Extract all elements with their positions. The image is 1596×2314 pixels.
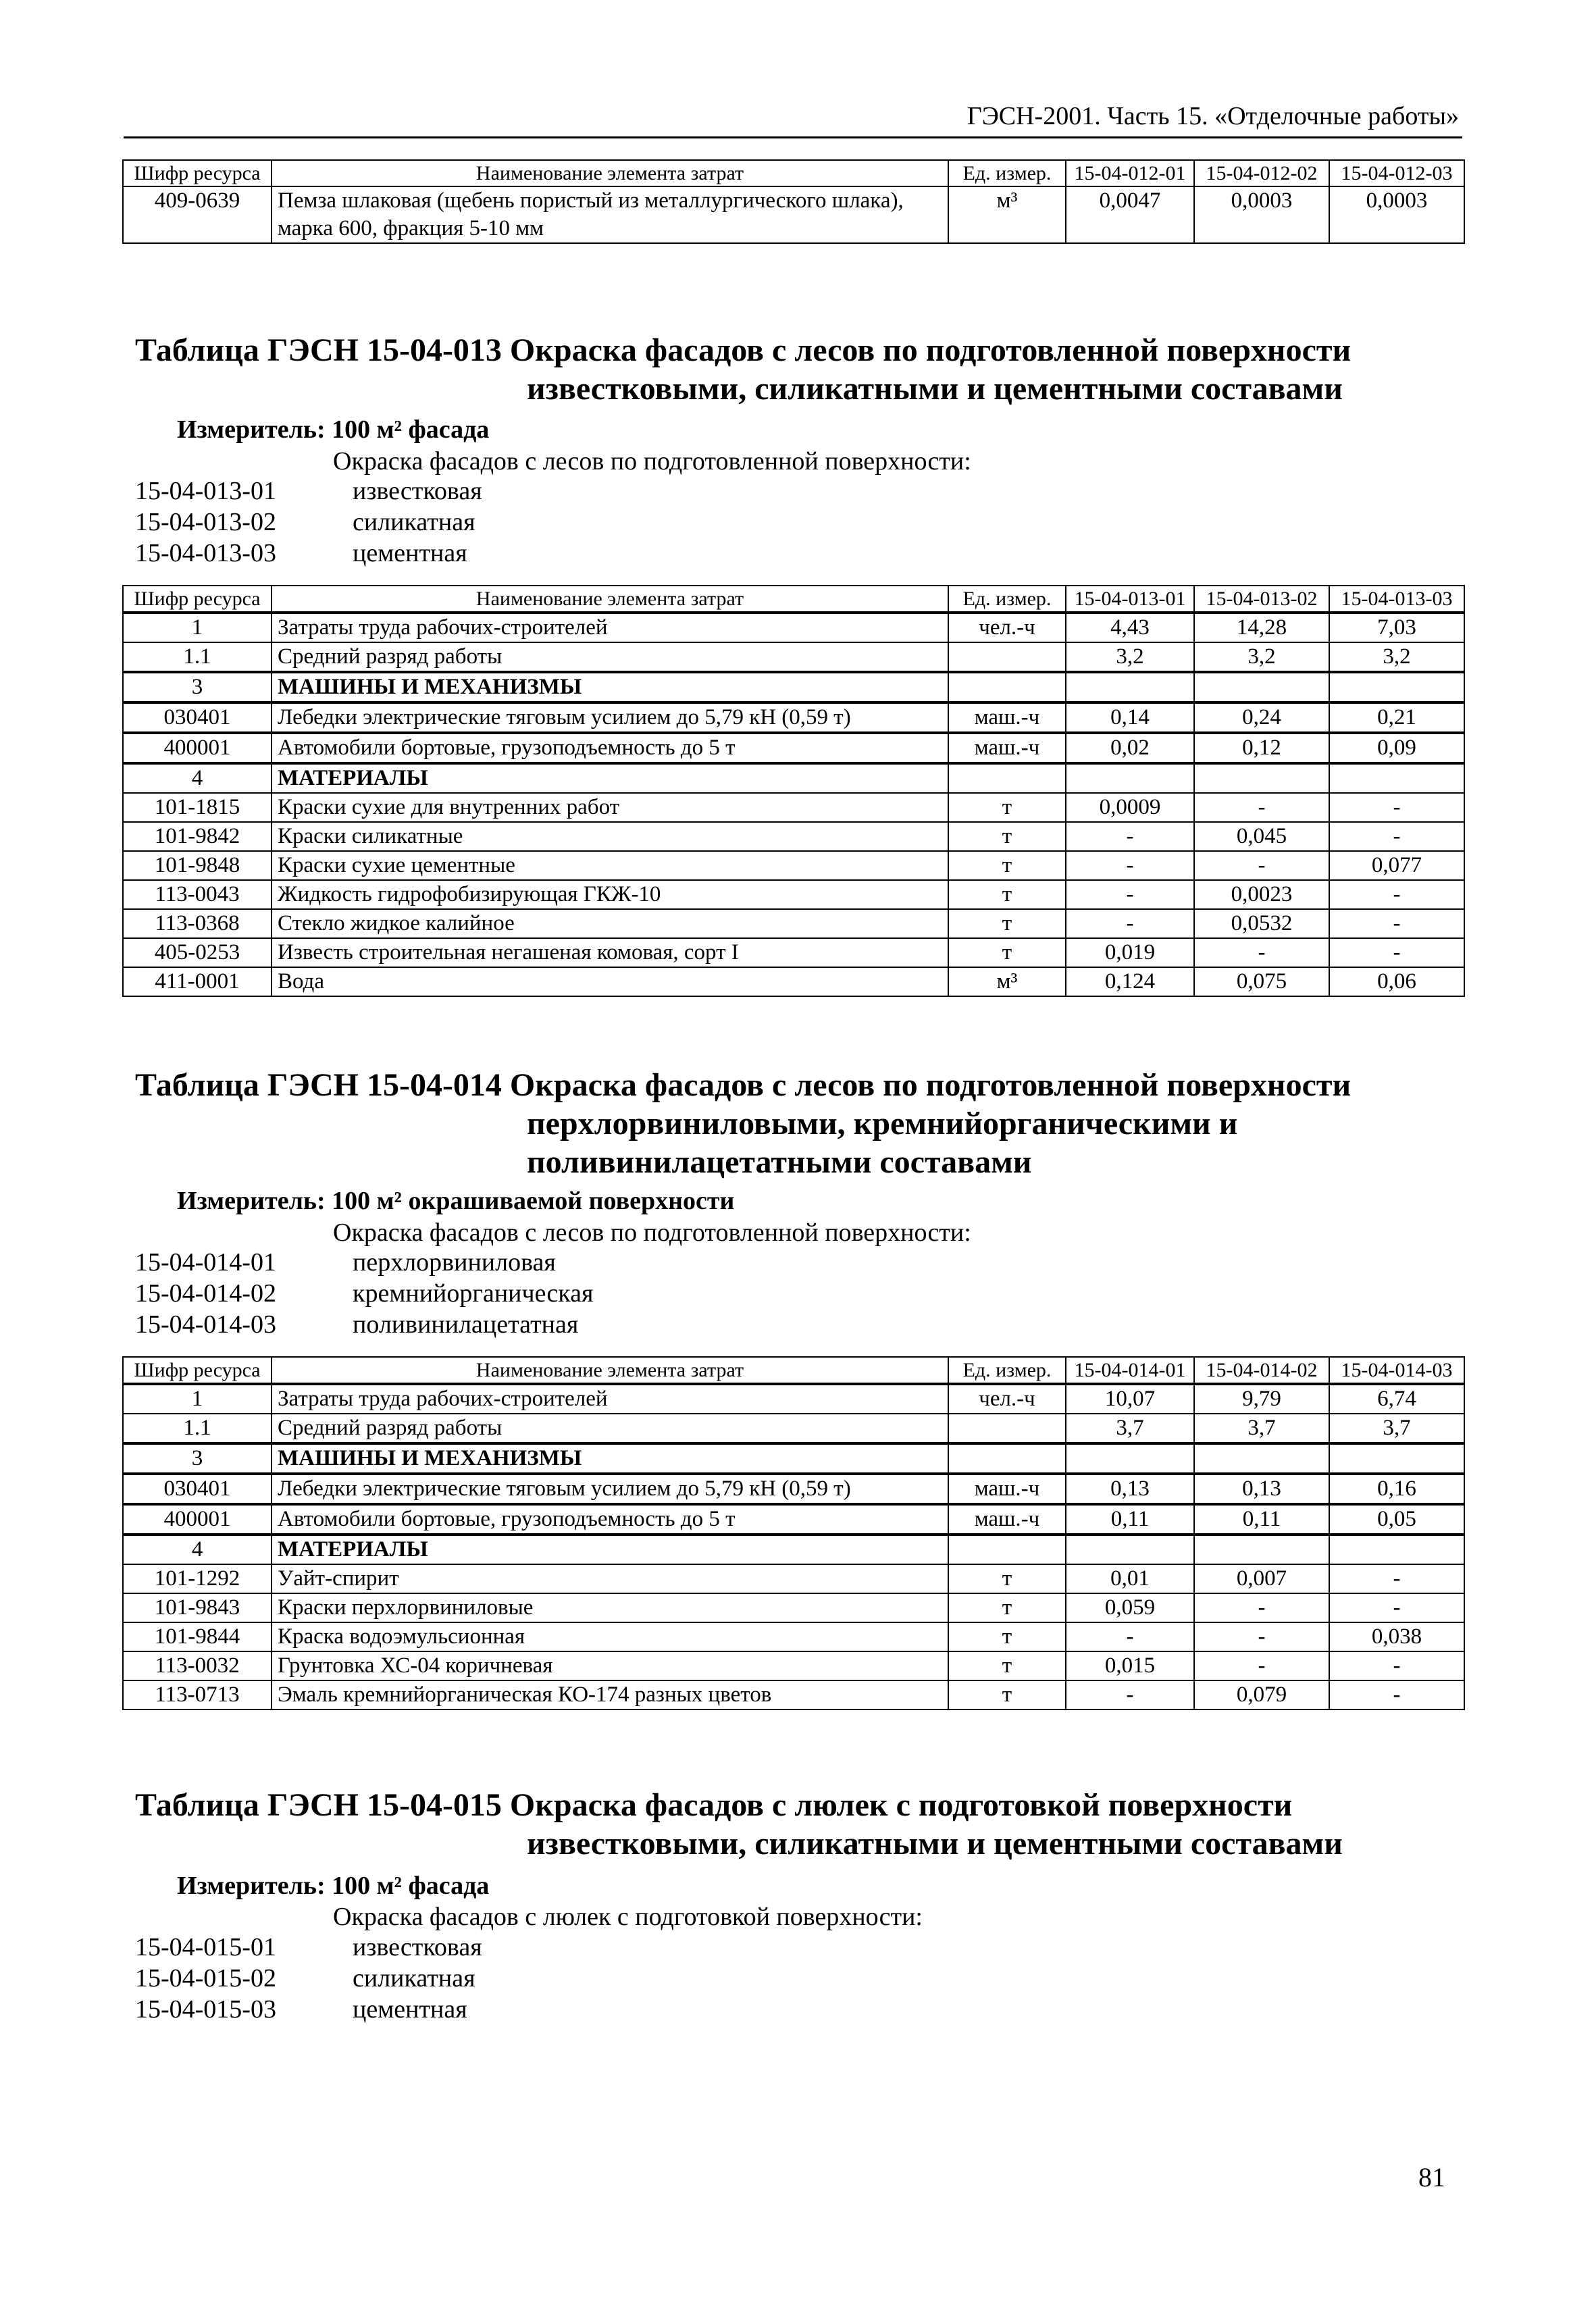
cell-value: 0,059 — [1066, 1593, 1194, 1622]
cell-value — [1066, 1443, 1194, 1474]
cell-value — [1194, 1535, 1329, 1564]
measure-unit: Измеритель: 100 м² фасада — [177, 415, 490, 444]
cell-value: 0,075 — [1194, 967, 1329, 996]
variants-list — [135, 475, 482, 569]
cell-code: 113-0032 — [123, 1651, 272, 1680]
cell-code: 030401 — [123, 1474, 272, 1504]
cell-value: - — [1194, 1622, 1329, 1651]
running-header: ГЭСН-2001. Часть 15. «Отделочные работы» — [967, 102, 1459, 130]
cell-value: 3,2 — [1194, 642, 1329, 672]
cell-value: 0,21 — [1329, 702, 1464, 733]
cost-table-012 — [122, 159, 1465, 244]
col-header-unit: Ед. измер. — [948, 586, 1066, 613]
section-title-line: поливинилацетатными составами — [527, 1144, 1032, 1180]
cell-unit: т — [948, 1622, 1066, 1651]
table-row — [123, 1504, 1464, 1535]
cell-unit: т — [948, 793, 1066, 822]
cell-value — [1066, 1535, 1194, 1564]
variant-code: 15-04-015-01 — [135, 1933, 276, 1961]
cell-value: 3,7 — [1329, 1414, 1464, 1443]
col-header-variant: 15-04-014-03 — [1329, 1357, 1464, 1384]
cell-value: 10,07 — [1066, 1384, 1194, 1414]
cell-value: 0,124 — [1066, 967, 1194, 996]
cell-value — [1329, 672, 1464, 702]
cell-value — [1066, 763, 1194, 793]
cell-value: 0,01 — [1066, 1564, 1194, 1593]
cell-code: 101-1815 — [123, 793, 272, 822]
cell-unit: маш.-ч — [948, 733, 1066, 763]
cell-unit: т — [948, 851, 1066, 880]
measure-unit: Измеритель: 100 м² окрашиваемой поверхности — [177, 1187, 735, 1215]
col-header-code: Шифр ресурса — [123, 1357, 272, 1384]
section-title-line: известковыми, силикатными и цементными составами — [527, 1826, 1343, 1861]
table-row — [123, 763, 1464, 793]
cell-name: Жидкость гидрофобизирующая ГКЖ-10 — [272, 880, 948, 909]
cell-value: - — [1329, 909, 1464, 938]
cell-value: 0,0003 — [1329, 186, 1464, 243]
cell-code: 409-0639 — [123, 186, 272, 243]
cell-name: Автомобили бортовые, грузоподъемность до 5 т — [272, 1504, 948, 1535]
cell-unit: т — [948, 1593, 1066, 1622]
cell-name: Стекло жидкое калийное — [272, 909, 948, 938]
list-item — [135, 1278, 594, 1309]
cell-value: 0,02 — [1066, 733, 1194, 763]
table-row — [123, 1651, 1464, 1680]
cell-value: - — [1329, 1593, 1464, 1622]
section-title-013 — [135, 331, 1459, 408]
table-row — [123, 672, 1464, 702]
variant-name: кремнийорганическая — [353, 1279, 594, 1308]
cell-value: - — [1066, 909, 1194, 938]
cell-value — [1066, 672, 1194, 702]
cell-name: МАТЕРИАЛЫ — [272, 763, 948, 793]
cell-value: 0,12 — [1194, 733, 1329, 763]
col-header-code: Шифр ресурса — [123, 586, 272, 613]
cell-value — [1329, 1443, 1464, 1474]
variant-name: цементная — [353, 1995, 467, 2024]
variant-name: перхлорвиниловая — [353, 1248, 556, 1277]
variant-code: 15-04-013-01 — [135, 477, 276, 505]
cell-name: МАШИНЫ И МЕХАНИЗМЫ — [272, 1443, 948, 1474]
list-item — [135, 538, 482, 569]
cell-value: 7,03 — [1329, 613, 1464, 642]
table-row — [123, 851, 1464, 880]
cell-value: - — [1066, 851, 1194, 880]
list-item — [135, 1309, 594, 1340]
variant-code: 15-04-015-02 — [135, 1964, 276, 1992]
variants-intro: Окраска фасадов с лесов по подготовленной поверхности: — [333, 447, 971, 475]
col-header-name: Наименование элемента затрат — [272, 1357, 948, 1384]
cell-unit: т — [948, 1680, 1066, 1709]
cell-value: - — [1329, 1651, 1464, 1680]
variant-name: силикатная — [353, 508, 475, 536]
col-header-variant: 15-04-012-03 — [1329, 160, 1464, 186]
cell-value — [1329, 763, 1464, 793]
cell-name: Автомобили бортовые, грузоподъемность до 5 т — [272, 733, 948, 763]
cell-code: 1 — [123, 1384, 272, 1414]
cell-code: 400001 — [123, 1504, 272, 1535]
col-header-name: Наименование элемента затрат — [272, 586, 948, 613]
table-row — [123, 1535, 1464, 1564]
cell-code: 3 — [123, 1443, 272, 1474]
table-row — [123, 702, 1464, 733]
cell-name: МАШИНЫ И МЕХАНИЗМЫ — [272, 672, 948, 702]
table-row — [123, 1622, 1464, 1651]
cell-unit: маш.-ч — [948, 702, 1066, 733]
variants-intro: Окраска фасадов с лесов по подготовленной поверхности: — [333, 1218, 971, 1247]
cell-value: 0,14 — [1066, 702, 1194, 733]
cell-unit: т — [948, 1564, 1066, 1593]
cell-value: 0,05 — [1329, 1504, 1464, 1535]
col-header-variant: 15-04-013-01 — [1066, 586, 1194, 613]
cell-name: Краска водоэмульсионная — [272, 1622, 948, 1651]
cell-value: 0,0003 — [1194, 186, 1329, 243]
variant-code: 15-04-014-02 — [135, 1279, 276, 1308]
cost-table-013 — [122, 585, 1465, 997]
variants-list — [135, 1932, 482, 2025]
cell-value: - — [1066, 880, 1194, 909]
list-item — [135, 507, 482, 538]
cell-unit — [948, 763, 1066, 793]
cell-value: 9,79 — [1194, 1384, 1329, 1414]
cell-value: 0,0047 — [1066, 186, 1194, 243]
cell-value: 0,13 — [1194, 1474, 1329, 1504]
cell-code: 400001 — [123, 733, 272, 763]
cell-value: - — [1194, 793, 1329, 822]
variants-list — [135, 1247, 594, 1340]
cell-unit: т — [948, 880, 1066, 909]
table-row — [123, 1564, 1464, 1593]
cell-value: 3,7 — [1066, 1414, 1194, 1443]
cell-value: 3,2 — [1066, 642, 1194, 672]
variant-code: 15-04-014-03 — [135, 1310, 276, 1339]
cell-unit — [948, 672, 1066, 702]
cell-name: Затраты труда рабочих-строителей — [272, 613, 948, 642]
list-item — [135, 1247, 594, 1278]
cell-code: 101-1292 — [123, 1564, 272, 1593]
cell-unit: т — [948, 938, 1066, 967]
cell-value: 0,0009 — [1066, 793, 1194, 822]
cell-value: - — [1194, 851, 1329, 880]
cell-unit: м³ — [948, 967, 1066, 996]
section-title-line: Таблица ГЭСН 15-04-013 Окраска фасадов с лесов по подготовленной поверхности — [135, 332, 1352, 368]
col-header-name: Наименование элемента затрат — [272, 160, 948, 186]
table-row — [123, 642, 1464, 672]
variant-code: 15-04-015-03 — [135, 1995, 276, 2024]
cell-code: 101-9843 — [123, 1593, 272, 1622]
cell-name: Средний разряд работы — [272, 642, 948, 672]
cell-code: 4 — [123, 763, 272, 793]
cell-name: Краски силикатные — [272, 822, 948, 851]
cell-value: - — [1329, 822, 1464, 851]
cell-value: 0,015 — [1066, 1651, 1194, 1680]
cell-code: 101-9844 — [123, 1622, 272, 1651]
variant-name: известковая — [353, 477, 482, 505]
cell-unit — [948, 1535, 1066, 1564]
table-row — [123, 822, 1464, 851]
cell-value: - — [1066, 822, 1194, 851]
table-row — [123, 1474, 1464, 1504]
cell-value: 0,0023 — [1194, 880, 1329, 909]
cell-name: Краски сухие цементные — [272, 851, 948, 880]
table-row — [123, 1443, 1464, 1474]
cell-value: 14,28 — [1194, 613, 1329, 642]
header-rule — [124, 136, 1462, 138]
cell-code: 405-0253 — [123, 938, 272, 967]
cell-name: Краски сухие для внутренних работ — [272, 793, 948, 822]
cell-value: 0,06 — [1329, 967, 1464, 996]
cell-code: 030401 — [123, 702, 272, 733]
cell-value: - — [1066, 1680, 1194, 1709]
cell-code: 101-9848 — [123, 851, 272, 880]
cell-value: - — [1066, 1622, 1194, 1651]
section-title-line: известковыми, силикатными и цементными составами — [527, 371, 1343, 407]
cell-name: Средний разряд работы — [272, 1414, 948, 1443]
cell-code: 113-0368 — [123, 909, 272, 938]
table-row — [123, 1680, 1464, 1709]
cell-name: Эмаль кремнийорганическая КО-174 разных цветов — [272, 1680, 948, 1709]
cell-code: 3 — [123, 672, 272, 702]
cell-value: 0,038 — [1329, 1622, 1464, 1651]
cell-code: 101-9842 — [123, 822, 272, 851]
variants-intro: Окраска фасадов с люлек с подготовкой поверхности: — [333, 1903, 923, 1931]
cell-unit — [948, 1443, 1066, 1474]
cell-unit: чел.-ч — [948, 1384, 1066, 1414]
cell-code: 1.1 — [123, 1414, 272, 1443]
col-header-variant: 15-04-014-02 — [1194, 1357, 1329, 1384]
cell-value: - — [1329, 938, 1464, 967]
col-header-unit: Ед. измер. — [948, 160, 1066, 186]
cell-value: 0,019 — [1066, 938, 1194, 967]
cell-unit: т — [948, 909, 1066, 938]
cell-value — [1194, 1443, 1329, 1474]
cell-name: Краски перхлорвиниловые — [272, 1593, 948, 1622]
table-row — [123, 1414, 1464, 1443]
cell-value: 0,045 — [1194, 822, 1329, 851]
cell-value: 0,16 — [1329, 1474, 1464, 1504]
variant-name: поливинилацетатная — [353, 1310, 579, 1339]
list-item — [135, 1963, 482, 1994]
cell-code: 1 — [123, 613, 272, 642]
cell-name: Известь строительная негашеная комовая, сорт I — [272, 938, 948, 967]
section-title-015 — [135, 1786, 1459, 1863]
table-row — [123, 793, 1464, 822]
col-header-code: Шифр ресурса — [123, 160, 272, 186]
cell-value: 3,7 — [1194, 1414, 1329, 1443]
cell-unit: т — [948, 822, 1066, 851]
col-header-variant: 15-04-014-01 — [1066, 1357, 1194, 1384]
cell-name: Пемза шлаковая (щебень пористый из металлургического шлака), марка 600, фракция 5-10 мм — [272, 186, 948, 243]
cell-name: Затраты труда рабочих-строителей — [272, 1384, 948, 1414]
cell-code: 113-0713 — [123, 1680, 272, 1709]
table-row — [123, 880, 1464, 909]
cell-value: 0,079 — [1194, 1680, 1329, 1709]
cell-value: 0,11 — [1066, 1504, 1194, 1535]
cell-name: Грунтовка ХС-04 коричневая — [272, 1651, 948, 1680]
section-title-line: Таблица ГЭСН 15-04-015 Окраска фасадов с люлек с подготовкой поверхности — [135, 1787, 1293, 1823]
table-row — [123, 938, 1464, 967]
cell-unit — [948, 642, 1066, 672]
cell-unit: чел.-ч — [948, 613, 1066, 642]
cell-value: - — [1194, 1593, 1329, 1622]
variant-code: 15-04-013-02 — [135, 508, 276, 536]
cell-value: 4,43 — [1066, 613, 1194, 642]
col-header-variant: 15-04-012-01 — [1066, 160, 1194, 186]
table-row — [123, 613, 1464, 642]
variant-name: силикатная — [353, 1964, 475, 1992]
col-header-variant: 15-04-013-02 — [1194, 586, 1329, 613]
section-title-line: Таблица ГЭСН 15-04-014 Окраска фасадов с лесов по подготовленной поверхности — [135, 1067, 1352, 1103]
cell-value: 0,077 — [1329, 851, 1464, 880]
cell-value — [1194, 672, 1329, 702]
list-item — [135, 475, 482, 507]
variant-code: 15-04-014-01 — [135, 1248, 276, 1277]
page-number: 81 — [1418, 2162, 1445, 2192]
cell-name: МАТЕРИАЛЫ — [272, 1535, 948, 1564]
cell-value: - — [1329, 880, 1464, 909]
cell-value: - — [1194, 938, 1329, 967]
cell-value — [1194, 763, 1329, 793]
cell-unit: маш.-ч — [948, 1474, 1066, 1504]
cell-code: 113-0043 — [123, 880, 272, 909]
col-header-variant: 15-04-013-03 — [1329, 586, 1464, 613]
variant-name: цементная — [353, 539, 467, 567]
cell-value: - — [1329, 1564, 1464, 1593]
cell-value: 0,11 — [1194, 1504, 1329, 1535]
table-row — [123, 186, 1464, 243]
cell-code: 411-0001 — [123, 967, 272, 996]
cell-value: 0,24 — [1194, 702, 1329, 733]
cell-unit: т — [948, 1651, 1066, 1680]
cell-value: 6,74 — [1329, 1384, 1464, 1414]
cell-value: - — [1194, 1651, 1329, 1680]
variant-code: 15-04-013-03 — [135, 539, 276, 567]
variant-name: известковая — [353, 1933, 482, 1961]
table-row — [123, 967, 1464, 996]
cell-value — [1329, 1535, 1464, 1564]
table-row — [123, 1384, 1464, 1414]
cell-value: 0,13 — [1066, 1474, 1194, 1504]
cost-table-014 — [122, 1356, 1465, 1710]
col-header-unit: Ед. измер. — [948, 1357, 1066, 1384]
cell-name: Лебедки электрические тяговым усилием до 5,79 кН (0,59 т) — [272, 1474, 948, 1504]
measure-unit: Измеритель: 100 м² фасада — [177, 1872, 490, 1900]
list-item — [135, 1994, 482, 2025]
table-row — [123, 1593, 1464, 1622]
cell-name: Уайт-спирит — [272, 1564, 948, 1593]
cell-value: 0,0532 — [1194, 909, 1329, 938]
list-item — [135, 1932, 482, 1963]
cell-value: 0,007 — [1194, 1564, 1329, 1593]
cell-name: Вода — [272, 967, 948, 996]
table-row — [123, 733, 1464, 763]
section-title-014 — [135, 1066, 1459, 1181]
cell-value: - — [1329, 1680, 1464, 1709]
cell-unit — [948, 1414, 1066, 1443]
col-header-variant: 15-04-012-02 — [1194, 160, 1329, 186]
cell-code: 4 — [123, 1535, 272, 1564]
section-title-line: перхлорвиниловыми, кремнийорганическими и — [527, 1106, 1238, 1141]
table-row — [123, 909, 1464, 938]
cell-value: - — [1329, 793, 1464, 822]
cell-unit: маш.-ч — [948, 1504, 1066, 1535]
cell-value: 3,2 — [1329, 642, 1464, 672]
cell-unit: м³ — [948, 186, 1066, 243]
cell-name: Лебедки электрические тяговым усилием до 5,79 кН (0,59 т) — [272, 702, 948, 733]
cell-value: 0,09 — [1329, 733, 1464, 763]
cell-code: 1.1 — [123, 642, 272, 672]
